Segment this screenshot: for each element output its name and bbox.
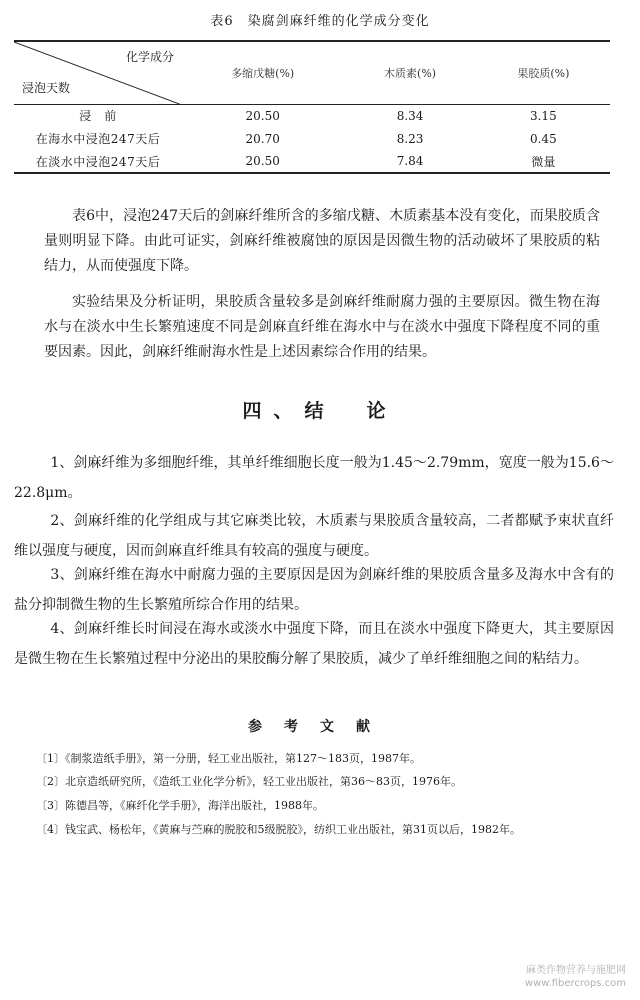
watermark-line: 麻类作物营养与施肥网: [526, 965, 626, 976]
body-paragraph: 实验结果及分析证明，果胶质含量较多是剑麻纤维耐腐力强的主要原因。微生物在海水与在淡水中生长繁殖速度不同是剑麻直纤维在海水中与在淡水中强度下降程度不同的重要因素。因此，剑麻纤维耐海水性是上述因素综合作用的结果。: [44, 294, 600, 360]
table-corner-cell: [14, 41, 182, 104]
section-title: 四、结 论: [242, 400, 398, 422]
chemical-composition-table: [14, 40, 610, 174]
corner-bottom-label: 浸泡天数: [22, 80, 71, 95]
table-header-row: [14, 41, 610, 104]
table-cell: 20.70: [245, 131, 280, 146]
conclusion-item: 3、剑麻纤维在海水中耐腐力强的主要原因是因为剑麻纤维的果胶质含量多及海水中含有的盐分抑制微生物的生长繁殖所综合作用的结果。: [14, 567, 614, 613]
conclusion-item: 2、剑麻纤维的化学组成与其它麻类比较，木质素与果胶质含量较高，二者都赋予束状直纤维以强度与硬度，因而剑麻直纤维具有较高的强度与硬度。: [14, 513, 614, 559]
reference-item: 〔2〕北京造纸研究所，《造纸工业化学分析》，轻工业出版社，第36～83页，1976年。: [36, 775, 462, 788]
body-paragraph: 表6中，浸泡247天后的剑麻纤维所含的多缩戊糖、木质素基本没有变化，而果胶质含量则明显下降。由此可证实，剑麻纤维被腐蚀的原因是因微生物的活动破坏了果胶质的粘结力，从而使强度下降。: [44, 208, 600, 274]
table-cell: 8.23: [396, 131, 424, 146]
table-row: [14, 150, 610, 173]
table-cell: 20.50: [245, 108, 280, 123]
table-cell: 8.34: [396, 108, 424, 123]
conclusion-item: 1、剑麻纤维为多细胞纤维，其单纤维细胞长度一般为1.45～2.79mm，宽度一般为15.6～22.8μm。: [14, 455, 614, 501]
references-title: 参考文献: [248, 719, 392, 735]
table-cell: 3.15: [529, 108, 557, 123]
table-row: [14, 104, 610, 127]
row-label: 在淡水中浸泡247天后: [14, 150, 182, 173]
table-row: [14, 127, 610, 150]
reference-item: 〔4〕钱宝武、杨松年，《黄麻与苎麻的脱胶和5级脱胶》，纺织工业出版社，第31页以后，1982年。: [36, 823, 521, 836]
reference-item: 〔3〕陈德昌等，《麻纤化学手册》，海洋出版社，1988年。: [36, 799, 324, 812]
watermark-line: www.fibercrops.com: [524, 978, 626, 989]
table-cell: 0.45: [529, 131, 557, 146]
table-cell: 20.50: [182, 150, 343, 173]
corner-top-label: 化学成分: [125, 50, 174, 64]
table-cell: 微量: [477, 150, 610, 173]
table-caption: 表6 染腐剑麻纤维的化学成分变化: [210, 14, 430, 29]
row-label: 在海水中浸泡247天后: [35, 132, 161, 146]
conclusion-item: 4、剑麻纤维长时间浸在海水或淡水中强度下降，而且在淡水中强度下降更大，其主要原因是微生物在生长繁殖过程中分泌出的果胶酶分解了果胶质，减少了单纤维细胞之间的粘结力。: [14, 621, 614, 667]
column-header-lignin: 木质素(%): [343, 41, 476, 104]
reference-item: 〔1〕《制浆造纸手册》，第一分册，轻工业出版社，第127～183页，1987年。: [36, 752, 421, 765]
table-cell: 7.84: [343, 150, 476, 173]
column-header-pentosan: 多缩戊糖(%): [182, 41, 343, 104]
column-header-pectin: 果胶质(%): [477, 41, 610, 104]
row-label: 浸 前: [79, 109, 117, 124]
site-watermark: [525, 964, 626, 990]
